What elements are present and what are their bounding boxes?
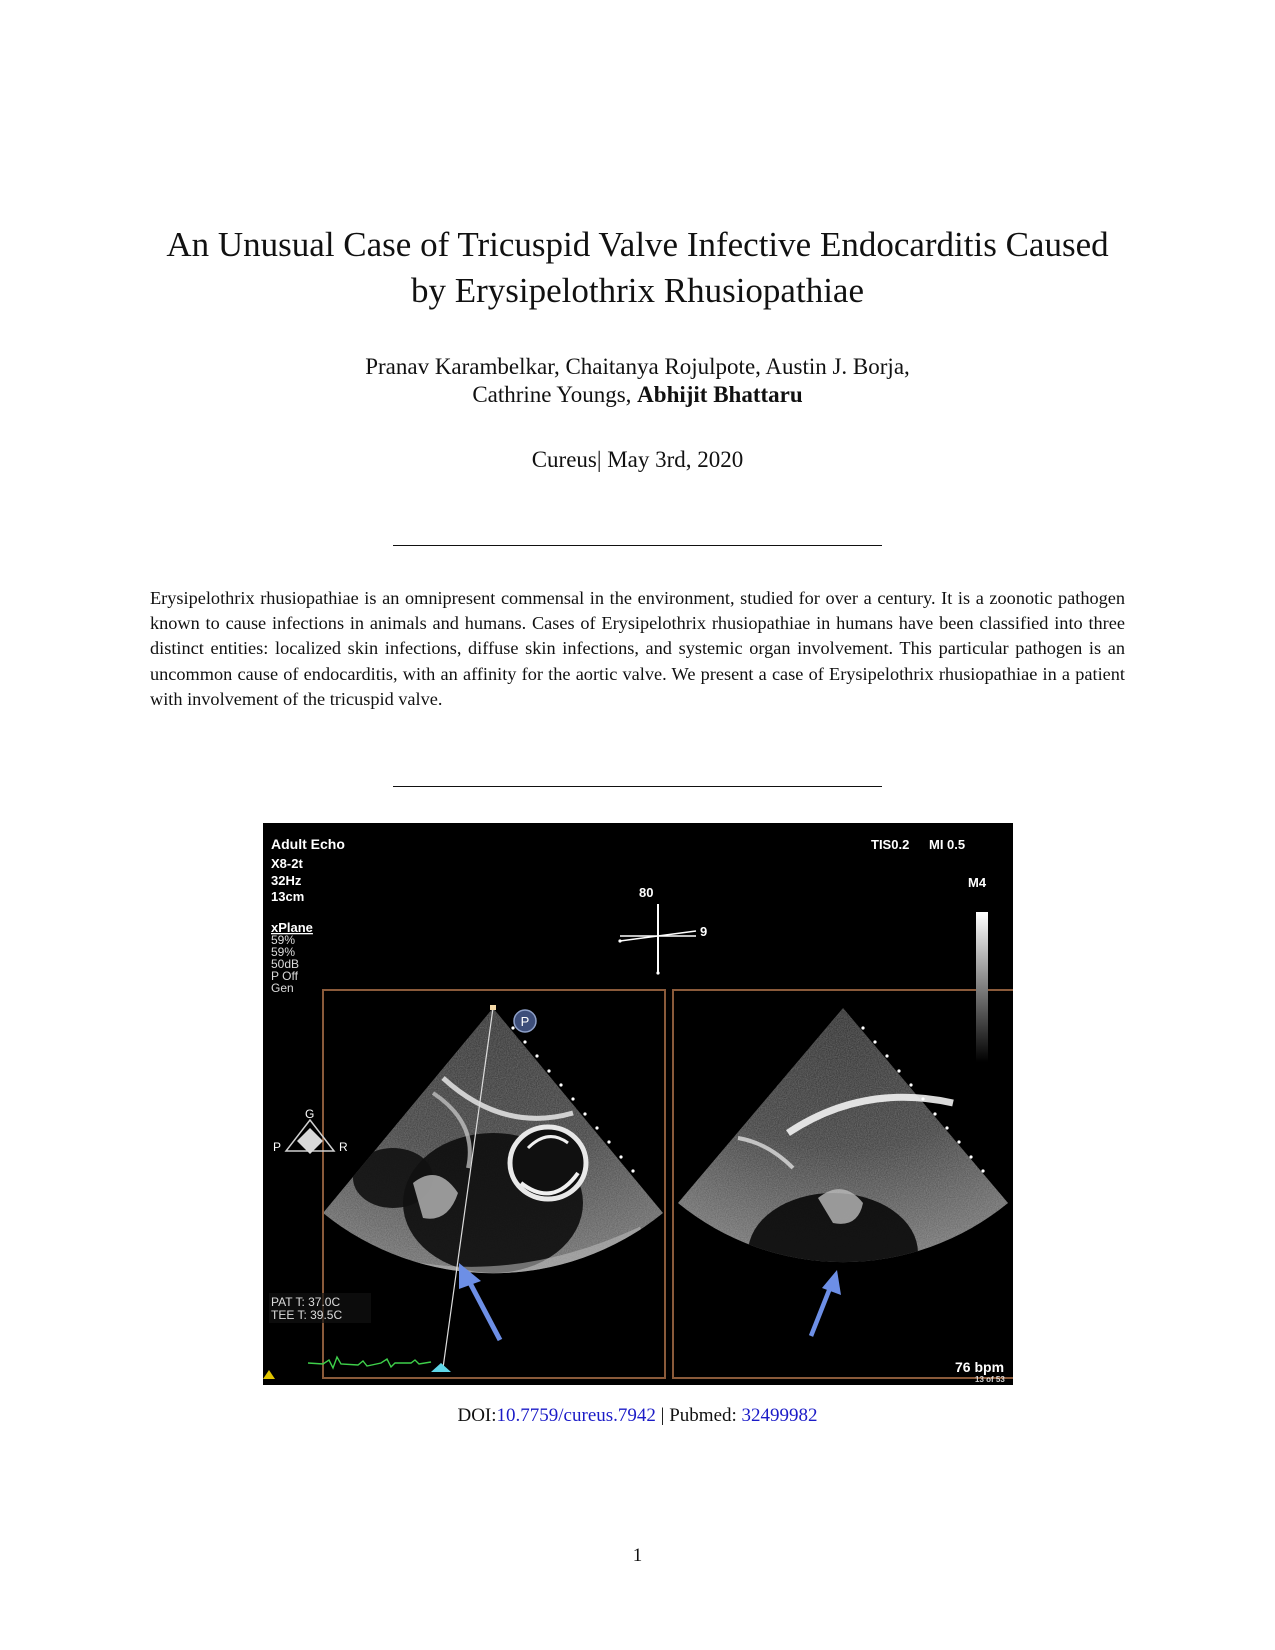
corresponding-author: Abhijit Bhattaru xyxy=(637,382,803,407)
echo-mi: MI 0.5 xyxy=(929,837,966,852)
grayscale-bar xyxy=(976,912,988,1062)
authors-line-1: Pranav Karambelkar, Chaitanya Rojulpote, Austin J. Borja, xyxy=(365,354,910,379)
vegetation-arrow-left xyxy=(459,1263,500,1340)
p-marker-label: P xyxy=(520,1014,530,1029)
warning-icon xyxy=(263,1370,275,1379)
echo-dynamic-range: 50dB xyxy=(271,957,300,971)
pubmed-label: Pubmed: xyxy=(669,1405,742,1426)
echo-tis: TIS0.2 xyxy=(871,837,910,852)
echo-gain-2: 59% xyxy=(271,945,296,959)
cursor-top-marker xyxy=(490,1005,496,1010)
orientation-p: P xyxy=(273,1140,282,1154)
orientation-r: R xyxy=(339,1140,348,1154)
echo-xplane: xPlane xyxy=(271,920,313,935)
heart-rate: 76 bpm xyxy=(955,1359,1005,1375)
vegetation-arrow-right xyxy=(811,1270,841,1336)
title-line-1: An Unusual Case of Tricuspid Valve Infective Endocarditis Caused xyxy=(166,225,1109,264)
left-echo-view xyxy=(303,1003,673,1383)
echo-gain-1: 59% xyxy=(271,933,296,947)
echocardiogram-figure xyxy=(263,823,1013,1385)
orientation-icon xyxy=(286,1120,334,1154)
authors-line-2: Cathrine Youngs, xyxy=(472,382,638,407)
divider-top xyxy=(393,545,882,546)
doi-label: DOI: xyxy=(457,1405,497,1426)
angle-primary: 80 xyxy=(639,885,654,900)
frame-counter: 13 of 53 xyxy=(975,1375,1005,1384)
echo-mode: Adult Echo xyxy=(271,836,345,852)
patient-temperature: PAT T: 37.0C xyxy=(271,1295,341,1309)
page-number: 1 xyxy=(632,1545,643,1566)
abstract-text: Erysipelothrix rhusiopathiae is an omnipresent commensal in the environment, studied for over a century. It is a zoonotic pathogen known to cause infections in animals and humans. Cases of Erysipelothrix rhusiopathiae in humans have been classified into three distinct entities: localized skin infections, diffuse skin infections, and systemic organ involvement. This particular pathogen is an uncommon cause of endocarditis, with an affinity for the aortic valve. We present a case of Erysipelothrix rhusiopathiae in a patient with involvement of the tricuspid valve. xyxy=(150,588,1125,709)
echo-frequency: Gen xyxy=(271,981,294,995)
venue-date: Cureus| May 3rd, 2020 xyxy=(531,447,744,472)
right-echo-view xyxy=(663,1003,1013,1383)
echo-probe: X8-2t xyxy=(271,856,303,871)
orientation-g: G xyxy=(305,1107,315,1121)
angle-secondary: 9 xyxy=(700,924,708,939)
plane-angle-icon xyxy=(618,904,696,975)
figure-caption xyxy=(120,1404,1155,1428)
author-list xyxy=(120,353,1155,409)
pubmed-link[interactable]: 32499982 xyxy=(741,1405,818,1426)
tee-temperature: TEE T: 39.5C xyxy=(271,1308,343,1322)
paper-title xyxy=(120,222,1155,314)
echo-map: M4 xyxy=(968,875,987,890)
echo-power: P Off xyxy=(271,969,298,983)
doi-link[interactable]: 10.7759/cureus.7942 xyxy=(496,1405,656,1426)
caption-separator: | xyxy=(655,1405,670,1426)
echo-frame-rate: 32Hz xyxy=(271,873,302,888)
divider-bottom xyxy=(393,786,882,787)
ecg-trace xyxy=(308,1357,431,1368)
cursor-bottom-marker xyxy=(431,1363,451,1372)
title-line-2: by Erysipelothrix Rhusiopathiae xyxy=(411,271,864,310)
echo-depth: 13cm xyxy=(271,889,305,904)
